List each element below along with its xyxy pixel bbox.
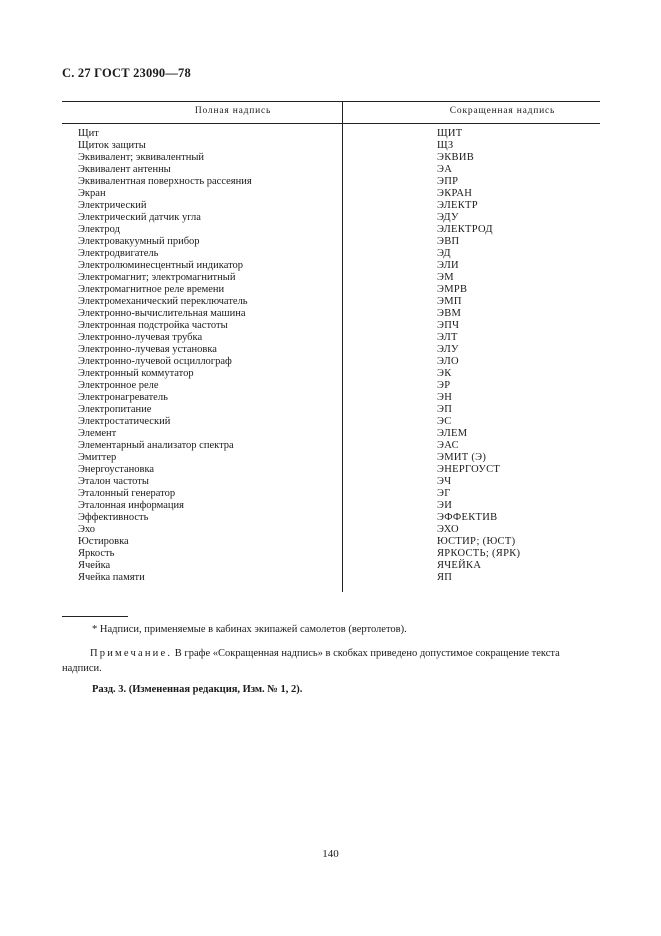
full-label: Электромеханический переключатель bbox=[78, 296, 248, 307]
table-row bbox=[62, 476, 600, 488]
short-label: ЩЗ bbox=[437, 140, 454, 151]
short-label: ЭДУ bbox=[437, 212, 459, 223]
full-label: Эмиттер bbox=[78, 452, 117, 463]
table-row bbox=[62, 128, 600, 140]
table-row bbox=[62, 416, 600, 428]
full-label: Эталонная информация bbox=[78, 500, 184, 511]
table-row bbox=[62, 248, 600, 260]
short-label: ЭВМ bbox=[437, 308, 462, 319]
short-label: ЩИТ bbox=[437, 128, 463, 139]
short-label: ЭЛУ bbox=[437, 344, 459, 355]
short-label: ЯЧЕЙКА bbox=[437, 560, 482, 571]
table-row bbox=[62, 212, 600, 224]
table-row bbox=[62, 224, 600, 236]
full-label: Щиток защиты bbox=[78, 140, 146, 151]
footnote: * Надписи, применяемые в кабинах экипажей самолетов (вертолетов). bbox=[92, 624, 407, 635]
short-label: ЭНЕРГОУСТ bbox=[437, 464, 501, 475]
table-row bbox=[62, 464, 600, 476]
table-row bbox=[62, 332, 600, 344]
full-label: Электрический датчик угла bbox=[78, 212, 201, 223]
table-row bbox=[62, 392, 600, 404]
full-label: Электростатический bbox=[78, 416, 171, 427]
short-label: ЭМП bbox=[437, 296, 462, 307]
short-label: ЭПР bbox=[437, 176, 459, 187]
full-label: Юстировка bbox=[78, 536, 129, 547]
table-row bbox=[62, 164, 600, 176]
full-label: Электродвигатель bbox=[78, 248, 159, 259]
full-label: Электролюминесцентный индикатор bbox=[78, 260, 244, 271]
table-header bbox=[62, 101, 600, 124]
short-label: ЭИ bbox=[437, 500, 453, 511]
table-row bbox=[62, 272, 600, 284]
table-row bbox=[62, 176, 600, 188]
short-label: ЭЛО bbox=[437, 356, 459, 367]
full-label: Энергоустановка bbox=[78, 464, 155, 475]
short-label: ЯРКОСТЬ; (ЯРК) bbox=[437, 548, 521, 559]
short-label: ЭГ bbox=[437, 488, 451, 499]
note bbox=[62, 646, 600, 676]
table-row bbox=[62, 200, 600, 212]
abbreviation-table bbox=[62, 101, 600, 583]
short-label: ЭМРВ bbox=[437, 284, 468, 295]
full-label: Электрический bbox=[78, 200, 147, 211]
full-label: Щит bbox=[78, 128, 99, 139]
table-row bbox=[62, 428, 600, 440]
short-label: ЯП bbox=[437, 572, 453, 583]
table-row bbox=[62, 344, 600, 356]
table-row bbox=[62, 560, 600, 572]
full-label: Электронно-лучевая установка bbox=[78, 344, 217, 355]
table-row bbox=[62, 320, 600, 332]
full-label: Элемент bbox=[78, 428, 117, 439]
short-label: ЭКРАН bbox=[437, 188, 473, 199]
full-label: Электронно-лучевая трубка bbox=[78, 332, 203, 343]
page-number: 140 bbox=[322, 848, 339, 860]
full-label: Экран bbox=[78, 188, 106, 199]
note-label: Примечание. bbox=[90, 648, 173, 659]
full-label: Электронно-лучевой осциллограф bbox=[78, 356, 232, 367]
short-label: ЭВП bbox=[437, 236, 460, 247]
table-row bbox=[62, 536, 600, 548]
short-label: ЭЛЕКТРОД bbox=[437, 224, 493, 235]
short-label: ЭМ bbox=[437, 272, 454, 283]
full-label: Электропитание bbox=[78, 404, 152, 415]
section-note: Разд. 3. (Измененная редакция, Изм. № 1, 2). bbox=[92, 684, 303, 695]
column-header-short: Сокращенная надпись bbox=[449, 106, 556, 116]
short-label: ЭЛИ bbox=[437, 260, 459, 271]
page-header: С. 27 ГОСТ 23090—78 bbox=[62, 66, 191, 80]
table-row bbox=[62, 572, 600, 584]
table-row bbox=[62, 152, 600, 164]
short-label: ЭКВИВ bbox=[437, 152, 475, 163]
full-label: Эталонный генератор bbox=[78, 488, 176, 499]
full-label: Эквивалент; эквивалентный bbox=[78, 152, 204, 163]
full-label: Яркость bbox=[78, 548, 115, 559]
short-label: ЭД bbox=[437, 248, 451, 259]
column-divider bbox=[342, 101, 343, 592]
full-label: Электронная подстройка частоты bbox=[78, 320, 228, 331]
table-row bbox=[62, 308, 600, 320]
full-label: Электрод bbox=[78, 224, 120, 235]
table-row bbox=[62, 260, 600, 272]
table-row bbox=[62, 236, 600, 248]
table-row bbox=[62, 488, 600, 500]
table-row bbox=[62, 500, 600, 512]
column-header-full: Полная надпись bbox=[194, 106, 272, 116]
short-label: ЭН bbox=[437, 392, 453, 403]
short-label: ЭПЧ bbox=[437, 320, 460, 331]
short-label: ЭАС bbox=[437, 440, 459, 451]
full-label: Эффективность bbox=[78, 512, 149, 523]
table-row bbox=[62, 452, 600, 464]
full-label: Эквивалентная поверхность рассеяния bbox=[78, 176, 252, 187]
note-text: В графе «Сокращенная надпись» в скобках приведено допустимое сокращение текста надписи. bbox=[62, 648, 560, 674]
short-label: ЭЧ bbox=[437, 476, 452, 487]
short-label: ЭА bbox=[437, 164, 453, 175]
table-row bbox=[62, 284, 600, 296]
table-row bbox=[62, 356, 600, 368]
full-label: Эталон частоты bbox=[78, 476, 149, 487]
full-label: Ячейка bbox=[78, 560, 111, 571]
full-label: Эхо bbox=[78, 524, 96, 535]
table-row bbox=[62, 404, 600, 416]
table-row bbox=[62, 296, 600, 308]
full-label: Электронно-вычислительная машина bbox=[78, 308, 246, 319]
short-label: ЭЛТ bbox=[437, 332, 458, 343]
full-label: Электронный коммутатор bbox=[78, 368, 194, 379]
table-row bbox=[62, 368, 600, 380]
short-label: ЭЛЕКТР bbox=[437, 200, 478, 211]
full-label: Электромагнит; электромагнитный bbox=[78, 272, 236, 283]
short-label: ЭП bbox=[437, 404, 453, 415]
table-row bbox=[62, 140, 600, 152]
table-row bbox=[62, 188, 600, 200]
full-label: Электровакуумный прибор bbox=[78, 236, 200, 247]
short-label: ЭМИТ (Э) bbox=[437, 452, 487, 463]
full-label: Ячейка памяти bbox=[78, 572, 145, 583]
short-label: ЭЛЕМ bbox=[437, 428, 468, 439]
full-label: Электронное реле bbox=[78, 380, 159, 391]
table-row bbox=[62, 380, 600, 392]
full-label: Электромагнитное реле времени bbox=[78, 284, 225, 295]
short-label: ЭФФЕКТИВ bbox=[437, 512, 498, 523]
short-label: ЮСТИР; (ЮСТ) bbox=[437, 536, 516, 547]
short-label: ЭК bbox=[437, 368, 452, 379]
short-label: ЭР bbox=[437, 380, 451, 391]
table-row bbox=[62, 512, 600, 524]
full-label: Эквивалент антенны bbox=[78, 164, 171, 175]
table-body bbox=[62, 128, 600, 584]
full-label: Элементарный анализатор спектра bbox=[78, 440, 234, 451]
table-row bbox=[62, 524, 600, 536]
short-label: ЭХО bbox=[437, 524, 459, 535]
full-label: Электронагреватель bbox=[78, 392, 168, 403]
short-label: ЭС bbox=[437, 416, 452, 427]
footnote-rule bbox=[62, 616, 128, 617]
table-row bbox=[62, 548, 600, 560]
table-row bbox=[62, 440, 600, 452]
